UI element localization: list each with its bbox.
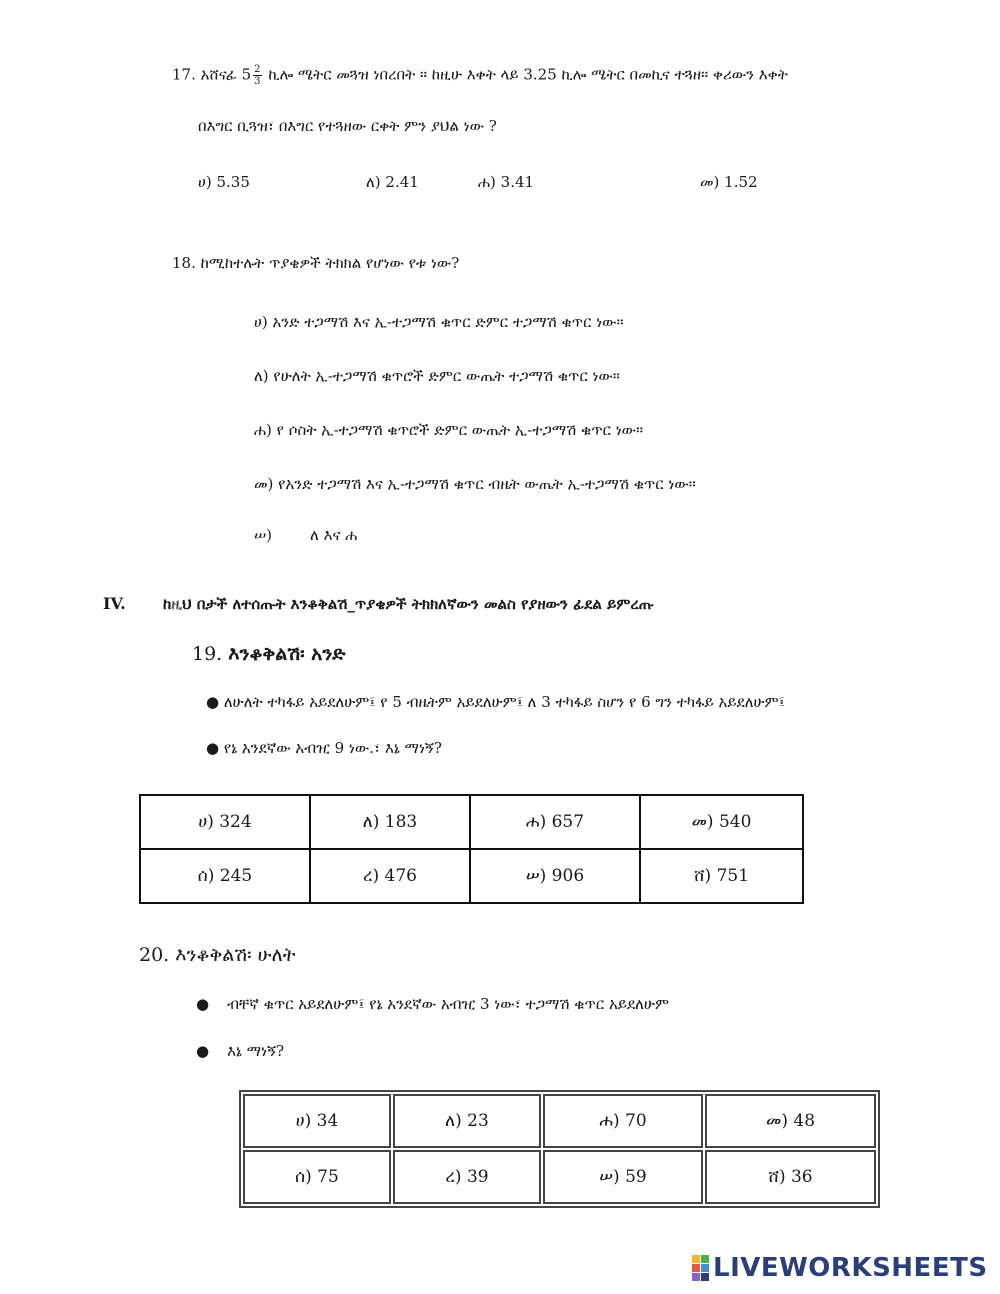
q18-option-a[interactable]: ሀ) አንድ ተጋማሽ እና ኢ-ተጋማሽ ቁጥር ድምር ተጋማሽ ቁጥር ነው። — [254, 313, 624, 331]
q19-title: እንቆቅልሽ፡ አንድ — [228, 643, 346, 665]
q17-option-d[interactable]: መ) 1.52 — [700, 173, 758, 191]
q19-answer-cell[interactable]: ሐ) 657 — [470, 795, 640, 849]
q17-option-a[interactable]: ሀ) 5.35 — [198, 173, 250, 191]
q19-clue-2-text: የኔ አንደኛው አብዢ 9 ነው.፣ እኔ ማነኝ? — [223, 739, 442, 757]
bullet-icon: ● — [196, 995, 210, 1013]
table-row — [243, 1094, 876, 1148]
q19-answer-table — [139, 794, 804, 904]
q20-answer-cell[interactable]: ሸ) 36 — [705, 1150, 876, 1204]
q20-answer-cell[interactable]: መ) 48 — [705, 1094, 876, 1148]
logo-square — [701, 1264, 709, 1272]
q20-clue-2-text: እኔ ማነኝ? — [227, 1042, 285, 1060]
fraction-numerator: 2 — [254, 64, 261, 75]
q20-clue-1 — [196, 995, 669, 1013]
q19-answer-cell[interactable]: ሀ) 324 — [140, 795, 310, 849]
logo-mark-icon — [692, 1255, 709, 1281]
q20-answer-cell[interactable]: ሠ) 59 — [543, 1150, 703, 1204]
q20-answer-cell[interactable]: ረ) 39 — [393, 1150, 541, 1204]
q18-option-e-text: ለ እና ሐ — [310, 526, 358, 544]
q18-option-d[interactable]: መ) የአንድ ተጋማሽ እና ኢ-ተጋማሽ ቁጥር ብዜት ውጤት ኢ-ተጋማሽ ቁጥር ነው። — [254, 475, 696, 493]
q17-option-b[interactable]: ለ) 2.41 — [366, 173, 419, 191]
q18-stem: 18. ከሚከተሉት ጥያቄዎች ትክክል የሆነው የቱ ነው? — [172, 254, 460, 272]
q19-answer-cell[interactable]: ረ) 476 — [310, 849, 470, 903]
q18-option-e[interactable] — [254, 526, 357, 544]
q17-fraction — [253, 64, 261, 87]
q19-clue-2 — [206, 739, 442, 757]
table-row — [140, 795, 803, 849]
q20-clue-1-text: ብቸኛ ቁጥር አይደለሁም፤ የኔ አንደኛው አብዢ 3 ነው፣ ተጋማሽ ቁጥር አይደለሁም — [227, 995, 670, 1013]
table-row — [243, 1150, 876, 1204]
table-row — [140, 849, 803, 903]
logo-square — [701, 1255, 709, 1263]
q20-answer-table — [239, 1090, 880, 1208]
bullet-icon: ● — [196, 1042, 210, 1060]
q17-line1 — [172, 64, 788, 87]
q18-option-c[interactable]: ሐ) የ ሶስት ኢ-ተጋማሽ ቁጥሮች ድምር ውጤት ኢ-ተጋማሽ ቁጥር ነው። — [254, 421, 644, 439]
q19-clue-1-text: ለሁለት ተካፋይ አይደለሁም፤ የ 5 ብዜትም አይደለሁም፤ ለ 3 ተካፋይ ስሆን የ 6 ግን ተካፋይ አይደለሁም፤ — [223, 693, 785, 711]
logo-square — [692, 1255, 700, 1263]
logo-text: LIVEWORKSHEETS — [713, 1253, 988, 1283]
q18-option-b[interactable]: ለ) የሁለት ኢ-ተጋማሽ ቁጥሮች ድምር ውጤት ተጋማሽ ቁጥር ነው። — [254, 367, 620, 385]
q19-answer-cell[interactable]: ሸ) 751 — [640, 849, 803, 903]
section-title: ከዚህ በታች ለተሰጡት እንቆቅልሽ_ጥያቄዎች ትክክለኛውን መልስ የያዘውን ፊደል ይምረጡ — [163, 595, 654, 613]
q17-option-c[interactable]: ሐ) 3.41 — [478, 173, 535, 191]
q19-answer-cell[interactable]: መ) 540 — [640, 795, 803, 849]
logo-square — [692, 1264, 700, 1272]
q19-clue-1 — [206, 693, 785, 711]
logo-square — [692, 1273, 700, 1281]
q19-answer-cell[interactable]: ሰ) 245 — [140, 849, 310, 903]
liveworksheets-logo — [692, 1253, 988, 1283]
q20-answer-cell[interactable]: ሰ) 75 — [243, 1150, 391, 1204]
q17-line2: በእግር ቢጓዝ፣ በእግር የተጓዘው ርቀት ምን ያህል ነው ? — [198, 117, 497, 135]
q19-number: 19. — [192, 643, 223, 665]
fraction-denominator: 3 — [254, 76, 261, 87]
bullet-icon: ● — [206, 739, 220, 757]
q18-option-e-label: ሠ) — [254, 526, 273, 544]
q20-answer-cell[interactable]: ሐ) 70 — [543, 1094, 703, 1148]
q20-clue-2 — [196, 1042, 284, 1060]
section-numeral: IV. — [103, 594, 126, 613]
q19-heading — [192, 643, 345, 665]
logo-square — [701, 1273, 709, 1281]
q19-answer-cell[interactable]: ለ) 183 — [310, 795, 470, 849]
q20-title: 20. እንቆቅልሽ፡ ሁለት — [139, 944, 296, 966]
bullet-icon: ● — [206, 693, 220, 711]
q17-stem-start: 17. አሸናፊ 5 — [172, 65, 252, 84]
q17-stem-end: ኪሎ ሜትር መጓዝ ነበረበት ፡፡ ከዚሁ እቀት ላይ 3.25 ኪሎ ሜትር በመኪና ተጓዘ፡፡ ቀሪውን እቀት — [268, 65, 788, 84]
q20-answer-cell[interactable]: ሀ) 34 — [243, 1094, 391, 1148]
q19-answer-cell[interactable]: ሠ) 906 — [470, 849, 640, 903]
q20-answer-cell[interactable]: ለ) 23 — [393, 1094, 541, 1148]
